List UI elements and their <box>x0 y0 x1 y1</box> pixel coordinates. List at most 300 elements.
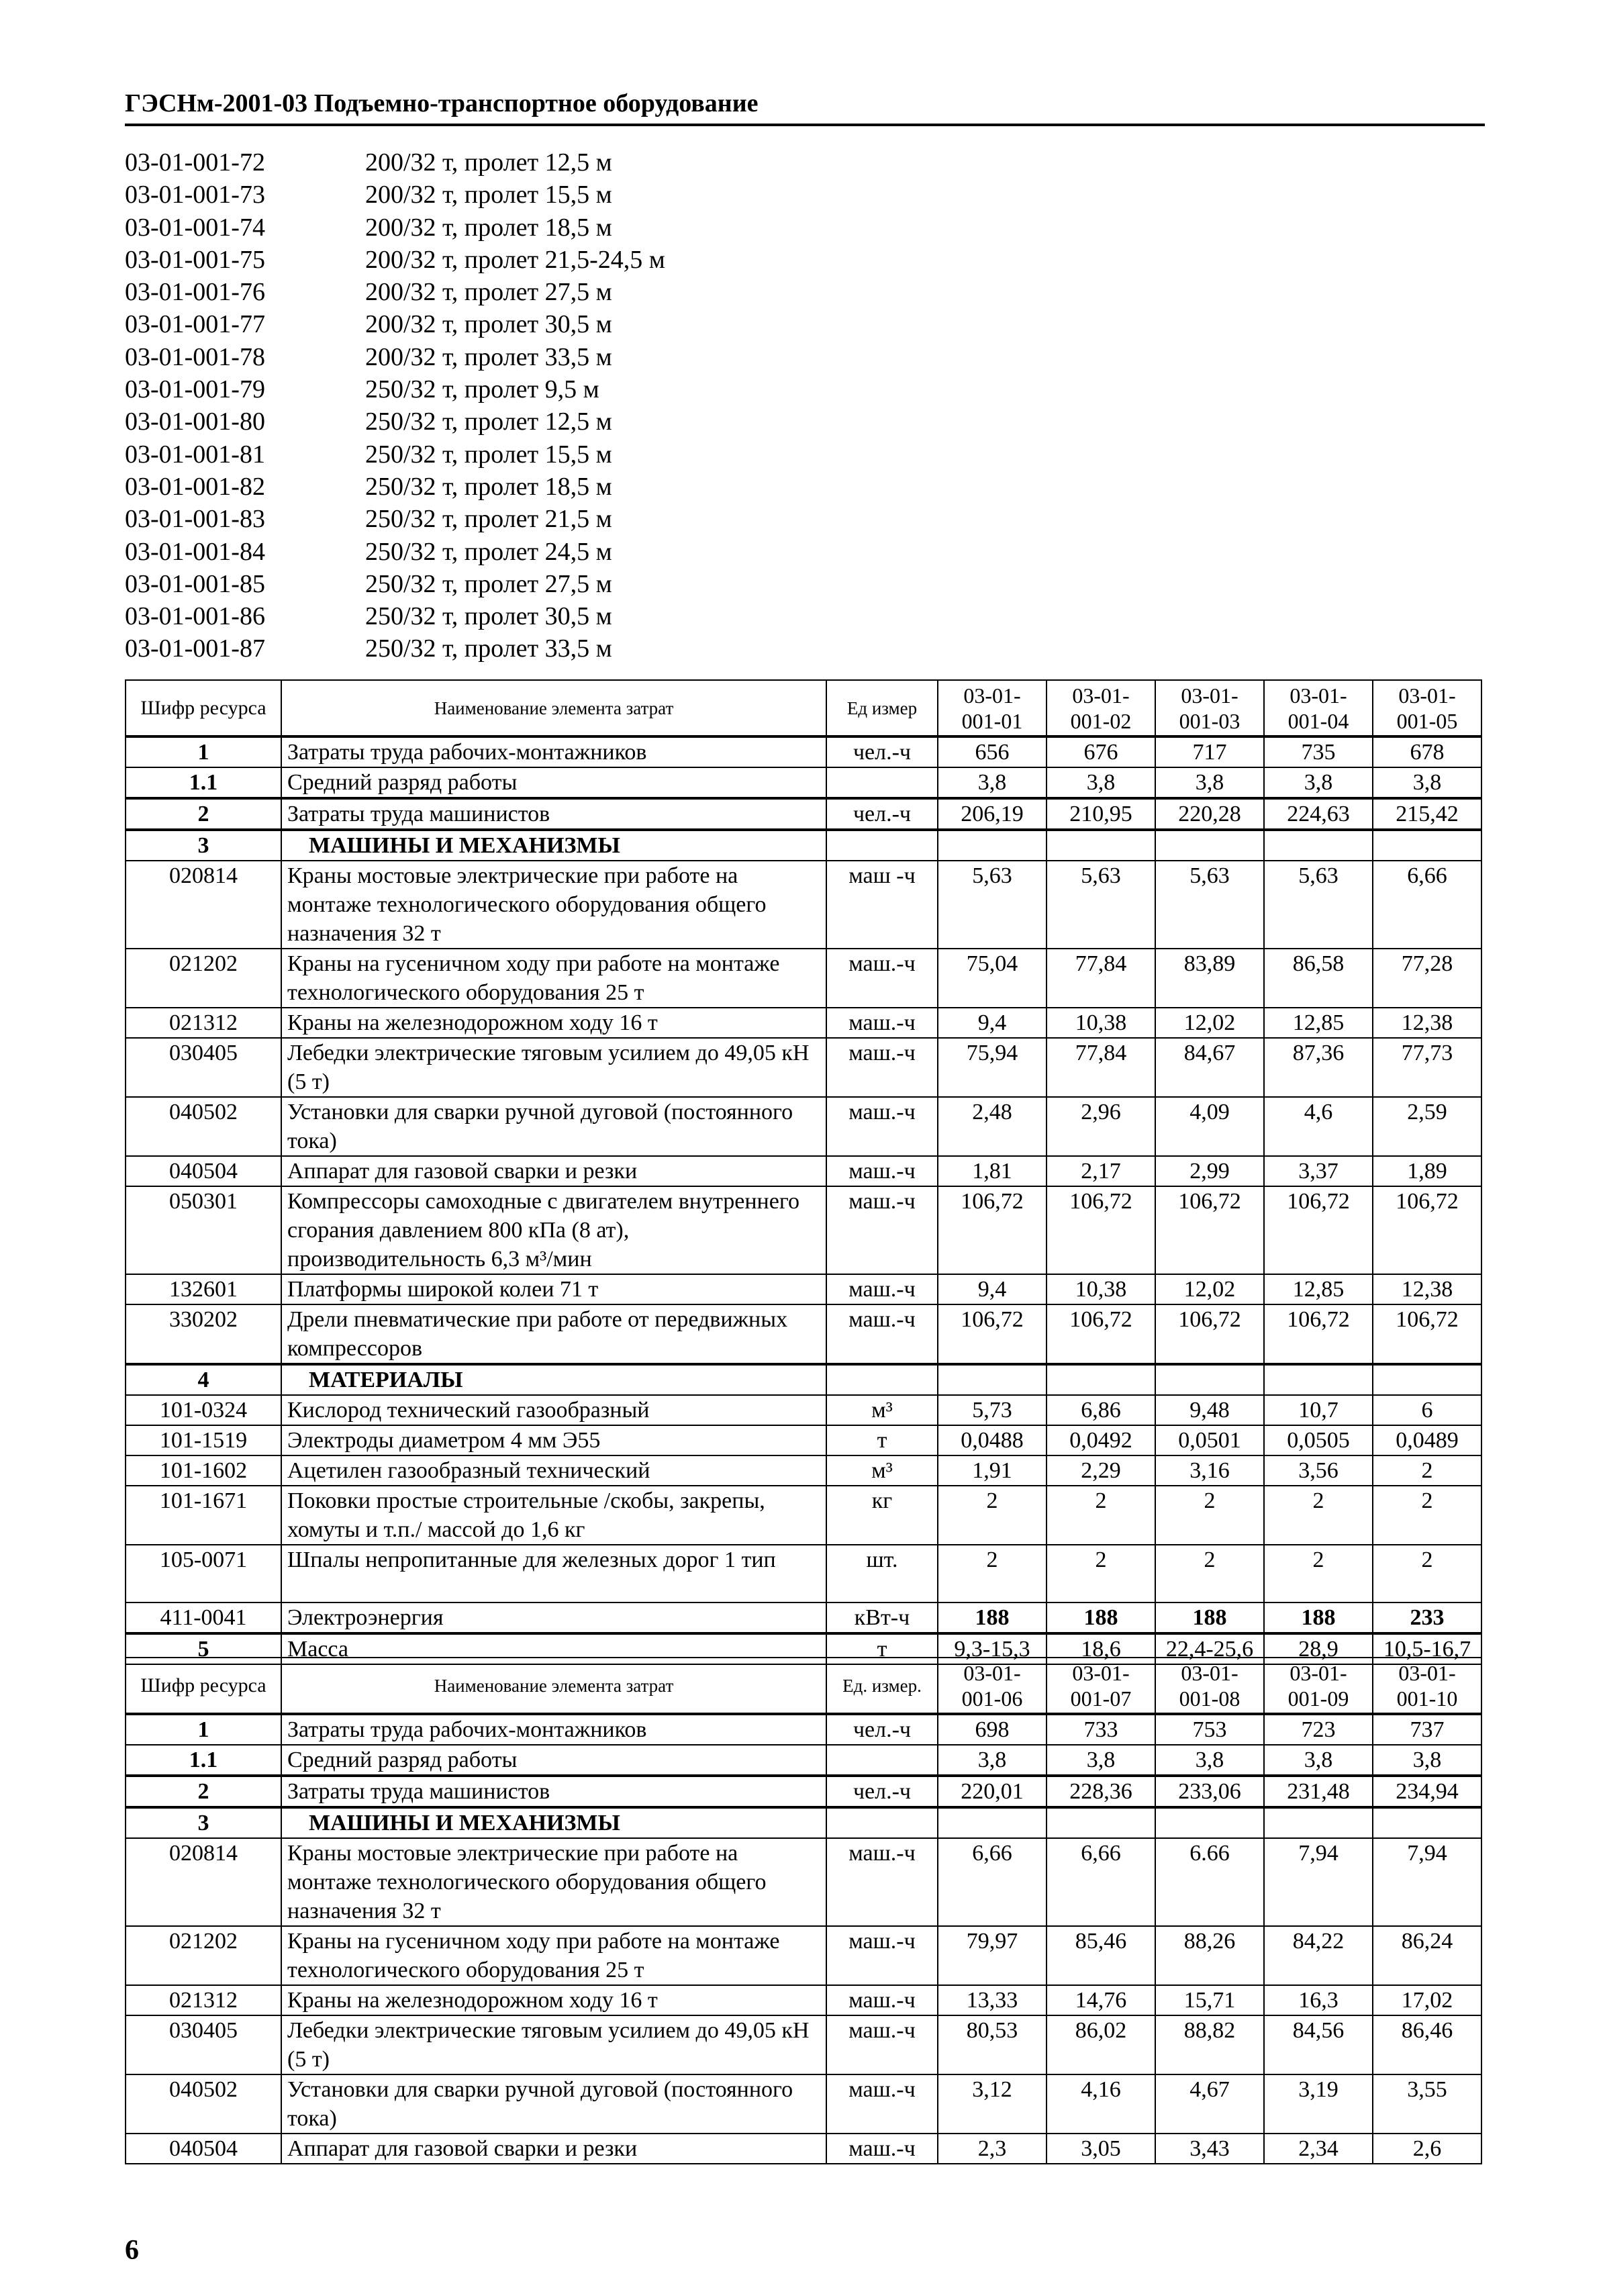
cell-value: 9,4 <box>938 1274 1047 1304</box>
cell-value: 16,3 <box>1264 1985 1373 2015</box>
code-list-code: 03-01-001-87 <box>125 634 265 663</box>
cell-value <box>1155 1807 1264 1838</box>
cell-unit: маш.-ч <box>826 1274 938 1304</box>
cell-code: 040502 <box>126 1097 281 1156</box>
cell-value: 0,0492 <box>1047 1425 1155 1455</box>
cell-value: 13,33 <box>938 1985 1047 2015</box>
cell-unit: маш.-ч <box>826 1304 938 1364</box>
cell-value <box>938 1807 1047 1838</box>
cell-unit: кг <box>826 1486 938 1545</box>
cell-value: 88,26 <box>1155 1926 1264 1985</box>
table-row <box>126 1486 1481 1545</box>
cell-name: Средний разряд работы <box>281 1745 826 1776</box>
cell-value: 3,8 <box>1155 767 1264 798</box>
cell-unit: маш.-ч <box>826 2074 938 2134</box>
cell-name: Шпалы непропитанные для железных дорог 1 тип <box>281 1545 826 1603</box>
cell-unit <box>826 1745 938 1776</box>
cell-value: 106,72 <box>1373 1304 1481 1364</box>
cell-value: 2,3 <box>938 2134 1047 2164</box>
cell-value: 3,8 <box>1373 1745 1481 1776</box>
cell-code: 030405 <box>126 1038 281 1097</box>
cell-value: 233 <box>1373 1603 1481 1633</box>
header-name: Наименование элемента затрат <box>281 1658 826 1714</box>
code-list-code: 03-01-001-86 <box>125 602 265 631</box>
table-row <box>126 1274 1481 1304</box>
code-list-item <box>125 438 930 471</box>
code-list-code: 03-01-001-83 <box>125 505 265 534</box>
cell-value: 7,94 <box>1373 1838 1481 1926</box>
cell-code: 021312 <box>126 1985 281 2015</box>
cell-value: 6,66 <box>1047 1838 1155 1926</box>
cell-value: 3,8 <box>1047 767 1155 798</box>
table-row <box>126 861 1481 949</box>
header-norm-code <box>1155 1658 1264 1714</box>
cell-value: 717 <box>1155 736 1264 767</box>
cell-value: 206,19 <box>938 798 1047 830</box>
cell-value: 22,4-25,6 <box>1155 1633 1264 1664</box>
code-list-desc: 250/32 т, пролет 18,5 м <box>365 472 612 501</box>
code-list-desc: 200/32 т, пролет 27,5 м <box>365 278 612 307</box>
header-norm-code-line1: 03-01- <box>1398 1660 1456 1685</box>
header-norm-code <box>1373 1658 1481 1714</box>
cell-code: 050301 <box>126 1186 281 1274</box>
cell-unit: кВт-ч <box>826 1603 938 1633</box>
code-list-item <box>125 632 930 665</box>
cell-unit: маш.-ч <box>826 949 938 1008</box>
code-list-code: 03-01-001-74 <box>125 213 265 242</box>
cell-value: 210,95 <box>1047 798 1155 830</box>
cell-value: 4,16 <box>1047 2074 1155 2134</box>
cell-value: 9,3-15,3 <box>938 1633 1047 1664</box>
cell-value: 84,67 <box>1155 1038 1264 1097</box>
table-group-row <box>126 830 1481 861</box>
cell-name: Лебедки электрические тяговым усилием до 49,05 кН (5 т) <box>281 1038 826 1097</box>
code-list-item <box>125 373 930 405</box>
header-code: Шифр ресурса <box>126 1658 281 1714</box>
code-list-item <box>125 276 930 308</box>
code-list-desc: 250/32 т, пролет 24,5 м <box>365 537 612 566</box>
cell-unit: м³ <box>826 1395 938 1425</box>
cell-value: 220,01 <box>938 1776 1047 1807</box>
cell-value: 753 <box>1155 1714 1264 1745</box>
header-norm-code-line1: 03-01- <box>1072 1660 1130 1685</box>
cell-unit: чел.-ч <box>826 1714 938 1745</box>
header-norm-code-line1: 03-01- <box>1072 683 1130 708</box>
code-list-desc: 200/32 т, пролет 12,5 м <box>365 148 612 177</box>
cell-name: Электроды диаметром 4 мм Э55 <box>281 1425 826 1455</box>
cell-code: 020814 <box>126 1838 281 1926</box>
page-number: 6 <box>125 2235 139 2266</box>
cell-value: 678 <box>1373 736 1481 767</box>
header-norm-code-line2: 001-01 <box>961 708 1023 733</box>
cell-unit: чел.-ч <box>826 1776 938 1807</box>
cell-value: 84,56 <box>1264 2015 1373 2074</box>
code-list-item <box>125 600 930 632</box>
cell-value: 4,6 <box>1264 1097 1373 1156</box>
code-list-code: 03-01-001-77 <box>125 310 265 339</box>
cell-code: 105-0071 <box>126 1545 281 1603</box>
header-norm-code-line1: 03-01- <box>1181 1660 1238 1685</box>
cell-unit: маш.-ч <box>826 2134 938 2164</box>
header-norm-code <box>938 1658 1047 1714</box>
cell-value <box>1373 830 1481 861</box>
cell-unit: шт. <box>826 1545 938 1603</box>
cell-code: 5 <box>126 1633 281 1664</box>
cell-value: 17,02 <box>1373 1985 1481 2015</box>
cell-value: 5,63 <box>1047 861 1155 949</box>
cell-value: 188 <box>1155 1603 1264 1633</box>
resource-table-2 <box>125 1657 1482 2164</box>
cell-value: 2 <box>1155 1545 1264 1603</box>
code-list-code: 03-01-001-82 <box>125 472 265 501</box>
cell-value: 2 <box>1373 1545 1481 1603</box>
code-list-item <box>125 244 930 276</box>
code-list-code: 03-01-001-84 <box>125 537 265 566</box>
cell-value: 231,48 <box>1264 1776 1373 1807</box>
cell-value: 676 <box>1047 736 1155 767</box>
cell-value: 106,72 <box>1155 1186 1264 1274</box>
cell-code: 2 <box>126 798 281 830</box>
cell-value: 233,06 <box>1155 1776 1264 1807</box>
cell-name: Затраты труда рабочих-монтажников <box>281 1714 826 1745</box>
cell-value: 4,67 <box>1155 2074 1264 2134</box>
cell-code: 021202 <box>126 949 281 1008</box>
code-list-item <box>125 146 930 179</box>
cell-value: 86,02 <box>1047 2015 1155 2074</box>
code-list-item <box>125 471 930 503</box>
table-row <box>126 1097 1481 1156</box>
cell-value: 0,0505 <box>1264 1425 1373 1455</box>
code-list-code: 03-01-001-85 <box>125 569 265 598</box>
header-norm-code-line2: 001-03 <box>1179 708 1241 733</box>
code-list-code: 03-01-001-78 <box>125 342 265 371</box>
cell-value: 2,29 <box>1047 1455 1155 1486</box>
cell-value <box>1373 1364 1481 1395</box>
cell-value: 723 <box>1264 1714 1373 1745</box>
table-row <box>126 1395 1481 1425</box>
cell-name: Поковки простые строительные /скобы, закрепы, хомуты и т.п./ массой до 1,6 кг <box>281 1486 826 1545</box>
header-norm-code <box>938 680 1047 736</box>
cell-value <box>938 830 1047 861</box>
cell-code: 040504 <box>126 2134 281 2164</box>
cell-value: 0,0488 <box>938 1425 1047 1455</box>
table-row <box>126 1745 1481 1776</box>
cell-code: 1.1 <box>126 767 281 798</box>
code-list <box>125 146 930 665</box>
cell-value: 12,85 <box>1264 1008 1373 1038</box>
cell-value: 106,72 <box>1155 1304 1264 1364</box>
cell-unit: маш.-ч <box>826 1097 938 1156</box>
cell-value: 9,4 <box>938 1008 1047 1038</box>
cell-value <box>1047 830 1155 861</box>
cell-value: 1,81 <box>938 1156 1047 1186</box>
table-row <box>126 1985 1481 2015</box>
code-list-code: 03-01-001-72 <box>125 148 265 177</box>
cell-unit: м³ <box>826 1455 938 1486</box>
cell-value: 75,94 <box>938 1038 1047 1097</box>
table-row <box>126 2074 1481 2134</box>
cell-name: Краны на гусеничном ходу при работе на монтаже технологического оборудования 25 т <box>281 1926 826 1985</box>
cell-value: 10,38 <box>1047 1274 1155 1304</box>
cell-value: 2,48 <box>938 1097 1047 1156</box>
table-group-row <box>126 1364 1481 1395</box>
cell-code: 132601 <box>126 1274 281 1304</box>
code-list-item <box>125 405 930 438</box>
cell-value: 80,53 <box>938 2015 1047 2074</box>
cell-value: 77,28 <box>1373 949 1481 1008</box>
code-list-item <box>125 536 930 568</box>
cell-value: 215,42 <box>1373 798 1481 830</box>
cell-unit: маш.-ч <box>826 2015 938 2074</box>
cell-value: 10,7 <box>1264 1395 1373 1425</box>
cell-value: 3,43 <box>1155 2134 1264 2164</box>
cell-unit <box>826 1807 938 1838</box>
cell-value: 2,96 <box>1047 1097 1155 1156</box>
cell-name: Затраты труда машинистов <box>281 1776 826 1807</box>
cell-value: 0,0489 <box>1373 1425 1481 1455</box>
cell-name: Дрели пневматические при работе от передвижных компрессоров <box>281 1304 826 1364</box>
cell-value: 3,8 <box>1264 1745 1373 1776</box>
cell-value: 12,38 <box>1373 1008 1481 1038</box>
cell-value: 12,02 <box>1155 1274 1264 1304</box>
cell-code: 101-1519 <box>126 1425 281 1455</box>
cell-name: Ацетилен газообразный технический <box>281 1455 826 1486</box>
cell-value: 3,8 <box>1047 1745 1155 1776</box>
cell-unit: т <box>826 1425 938 1455</box>
table-row <box>126 1838 1481 1926</box>
cell-name: Электроэнергия <box>281 1603 826 1633</box>
code-list-code: 03-01-001-73 <box>125 181 265 209</box>
cell-value: 2,59 <box>1373 1097 1481 1156</box>
cell-value: 698 <box>938 1714 1047 1745</box>
table-header-row <box>126 1658 1481 1714</box>
cell-unit: маш.-ч <box>826 1038 938 1097</box>
cell-value: 1,91 <box>938 1455 1047 1486</box>
table-row <box>126 736 1481 767</box>
table-row <box>126 767 1481 798</box>
cell-value: 3,12 <box>938 2074 1047 2134</box>
cell-value: 228,36 <box>1047 1776 1155 1807</box>
header-norm-code-line2: 001-09 <box>1287 1686 1349 1711</box>
code-list-desc: 200/32 т, пролет 15,5 м <box>365 181 612 209</box>
cell-value: 6,66 <box>1373 861 1481 949</box>
cell-value: 77,84 <box>1047 1038 1155 1097</box>
page-title: ГЭСНм-2001-03 Подъемно-транспортное оборудование <box>125 89 759 117</box>
cell-value: 2,34 <box>1264 2134 1373 2164</box>
cell-value: 3,8 <box>1264 767 1373 798</box>
cell-value <box>1155 1364 1264 1395</box>
header-name: Наименование элемента затрат <box>281 680 826 736</box>
cell-value: 83,89 <box>1155 949 1264 1008</box>
cell-value <box>1264 1364 1373 1395</box>
cell-value: 3,19 <box>1264 2074 1373 2134</box>
table-header-row <box>126 680 1481 736</box>
code-list-item <box>125 568 930 600</box>
cell-unit: чел.-ч <box>826 736 938 767</box>
cell-value: 5,63 <box>1155 861 1264 949</box>
code-list-desc: 200/32 т, пролет 30,5 м <box>365 310 612 339</box>
table-row <box>126 1008 1481 1038</box>
code-list-code: 03-01-001-79 <box>125 375 265 404</box>
code-list-desc: 250/32 т, пролет 33,5 м <box>365 634 612 663</box>
cell-value: 733 <box>1047 1714 1155 1745</box>
header-norm-code <box>1047 680 1155 736</box>
code-list-desc: 200/32 т, пролет 21,5-24,5 м <box>365 245 665 274</box>
cell-value: 656 <box>938 736 1047 767</box>
cell-code: 040502 <box>126 2074 281 2134</box>
table-row <box>126 1776 1481 1807</box>
cell-value: 3,55 <box>1373 2074 1481 2134</box>
header-norm-code-line1: 03-01- <box>1398 683 1456 708</box>
cell-value: 106,72 <box>1264 1186 1373 1274</box>
cell-name: Масса <box>281 1633 826 1664</box>
header-norm-code-line1: 03-01- <box>1181 683 1238 708</box>
table-row <box>126 1545 1481 1603</box>
cell-value: 224,63 <box>1264 798 1373 830</box>
cell-name: Установки для сварки ручной дуговой (постоянного тока) <box>281 2074 826 2134</box>
cell-code: 021312 <box>126 1008 281 1038</box>
cell-value: 3,8 <box>1155 1745 1264 1776</box>
code-list-desc: 250/32 т, пролет 15,5 м <box>365 440 612 469</box>
table-row <box>126 1603 1481 1633</box>
cell-value: 3,16 <box>1155 1455 1264 1486</box>
cell-code: 101-1602 <box>126 1455 281 1486</box>
cell-value: 220,28 <box>1155 798 1264 830</box>
cell-code: 4 <box>126 1364 281 1395</box>
cell-name: Затраты труда рабочих-монтажников <box>281 736 826 767</box>
cell-code: 030405 <box>126 2015 281 2074</box>
cell-value: 188 <box>1264 1603 1373 1633</box>
cell-value: 86,24 <box>1373 1926 1481 1985</box>
header-unit: Ед. измер. <box>826 1658 938 1714</box>
table-group-row <box>126 1807 1481 1838</box>
cell-value: 5,63 <box>938 861 1047 949</box>
table-row <box>126 2015 1481 2074</box>
cell-value: 234,94 <box>1373 1776 1481 1807</box>
cell-value: 86,58 <box>1264 949 1373 1008</box>
header-norm-code-line2: 001-02 <box>1070 708 1132 733</box>
cell-value: 12,38 <box>1373 1274 1481 1304</box>
cell-value: 85,46 <box>1047 1926 1155 1985</box>
cell-value: 28,9 <box>1264 1633 1373 1664</box>
cell-value: 77,84 <box>1047 949 1155 1008</box>
cell-code: 1 <box>126 1714 281 1745</box>
table-row <box>126 1425 1481 1455</box>
table-row <box>126 949 1481 1008</box>
cell-value: 3,37 <box>1264 1156 1373 1186</box>
table-row <box>126 1304 1481 1364</box>
cell-value: 2,6 <box>1373 2134 1481 2164</box>
cell-value: 2 <box>1155 1486 1264 1545</box>
code-list-code: 03-01-001-81 <box>125 440 265 469</box>
table-row <box>126 1186 1481 1274</box>
cell-value: 5,73 <box>938 1395 1047 1425</box>
header-unit: Ед измер <box>826 680 938 736</box>
cell-value <box>938 1364 1047 1395</box>
table-row <box>126 798 1481 830</box>
cell-value: 0,0501 <box>1155 1425 1264 1455</box>
cell-value: 106,72 <box>938 1186 1047 1274</box>
cell-name: Краны на железнодорожном ходу 16 т <box>281 1008 826 1038</box>
cell-unit <box>826 830 938 861</box>
cell-unit: т <box>826 1633 938 1664</box>
header-norm-code-line2: 001-06 <box>961 1686 1023 1711</box>
cell-value: 106,72 <box>1264 1304 1373 1364</box>
cell-value: 6.66 <box>1155 1838 1264 1926</box>
cell-value: 87,36 <box>1264 1038 1373 1097</box>
cell-value: 2 <box>1373 1486 1481 1545</box>
cell-code: 101-1671 <box>126 1486 281 1545</box>
cell-code: 040504 <box>126 1156 281 1186</box>
code-list-code: 03-01-001-80 <box>125 408 265 436</box>
table-row <box>126 1038 1481 1097</box>
cell-value: 106,72 <box>1047 1304 1155 1364</box>
cell-name: Средний разряд работы <box>281 767 826 798</box>
cell-unit: маш -ч <box>826 861 938 949</box>
cell-value: 3,56 <box>1264 1455 1373 1486</box>
cell-value: 2 <box>1047 1486 1155 1545</box>
header-norm-code-line1: 03-01- <box>1290 683 1347 708</box>
cell-unit: маш.-ч <box>826 1838 938 1926</box>
cell-value: 12,02 <box>1155 1008 1264 1038</box>
cell-name: Лебедки электрические тяговым усилием до 49,05 кН (5 т) <box>281 2015 826 2074</box>
cell-unit: маш.-ч <box>826 1156 938 1186</box>
cell-value: 5,63 <box>1264 861 1373 949</box>
table-row <box>126 1714 1481 1745</box>
cell-code: 020814 <box>126 861 281 949</box>
cell-value: 2 <box>1047 1545 1155 1603</box>
cell-value: 2 <box>1264 1486 1373 1545</box>
cell-name: Компрессоры самоходные с двигателем внутреннего сгорания давлением 800 кПа (8 ат), производительность 6,3 м³/мин <box>281 1186 826 1274</box>
header-norm-code <box>1047 1658 1155 1714</box>
header-norm-code-line2: 001-10 <box>1396 1686 1458 1711</box>
cell-name: Аппарат для газовой сварки и резки <box>281 2134 826 2164</box>
cell-value <box>1373 1807 1481 1838</box>
cell-value: 2,99 <box>1155 1156 1264 1186</box>
header-norm-code-line1: 03-01- <box>1290 1660 1347 1685</box>
cell-value: 188 <box>1047 1603 1155 1633</box>
cell-value: 3,8 <box>1373 767 1481 798</box>
cell-code: 1.1 <box>126 1745 281 1776</box>
cell-value: 188 <box>938 1603 1047 1633</box>
header-code: Шифр ресурса <box>126 680 281 736</box>
code-list-desc: 200/32 т, пролет 33,5 м <box>365 342 612 371</box>
cell-name: МАШИНЫ И МЕХАНИЗМЫ <box>281 1807 826 1838</box>
cell-value: 3,8 <box>938 1745 1047 1776</box>
cell-value: 106,72 <box>1373 1186 1481 1274</box>
cell-value: 6,86 <box>1047 1395 1155 1425</box>
code-list-code: 03-01-001-76 <box>125 278 265 307</box>
cell-value: 6,66 <box>938 1838 1047 1926</box>
cell-value: 735 <box>1264 736 1373 767</box>
cell-name: Краны на гусеничном ходу при работе на монтаже технологического оборудования 25 т <box>281 949 826 1008</box>
header-norm-code <box>1264 1658 1373 1714</box>
table-row <box>126 1156 1481 1186</box>
cell-name: МАТЕРИАЛЫ <box>281 1364 826 1395</box>
cell-value <box>1047 1364 1155 1395</box>
cell-value: 7,94 <box>1264 1838 1373 1926</box>
table-row <box>126 1455 1481 1486</box>
cell-unit: маш.-ч <box>826 1186 938 1274</box>
cell-value: 9,48 <box>1155 1395 1264 1425</box>
cell-name: МАШИНЫ И МЕХАНИЗМЫ <box>281 830 826 861</box>
cell-value: 2 <box>938 1486 1047 1545</box>
header-norm-code-line2: 001-07 <box>1070 1686 1132 1711</box>
header-norm-code-line1: 03-01- <box>963 683 1021 708</box>
code-list-item <box>125 179 930 211</box>
cell-unit: маш.-ч <box>826 1926 938 1985</box>
cell-value <box>1155 830 1264 861</box>
